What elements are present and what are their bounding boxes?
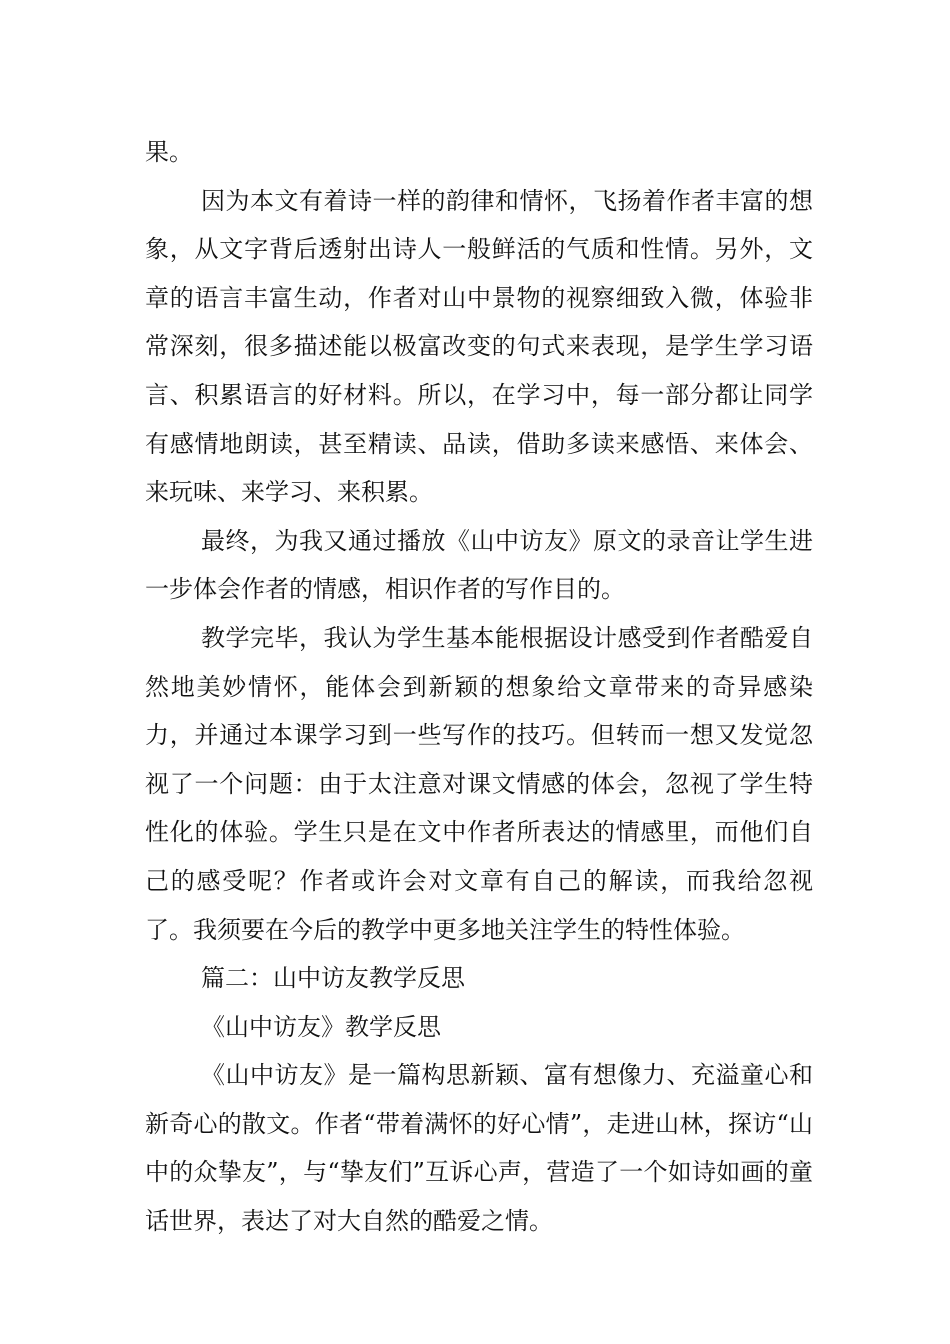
paragraph-introduction: 《山中访友》是一篇构思新颖、富有想像力、充溢童心和新奇心的散文。作者“带着满怀的好心情”，走进山林，探访“山中的众挚友”，与“挚友们”互诉心声，营造了一个如诗如画的童话世界，表达了对大自然的酷爱之情。 [145, 1061, 813, 1236]
paragraph-continuation: 果。 [145, 138, 193, 166]
paragraph-recording: 最终，为我又通过播放《山中访友》原文的录音让学生进一步体会作者的情感，相识作者的写作目的。 [145, 526, 813, 604]
section-heading: 篇二：山中访友教学反思 [201, 964, 465, 993]
paragraph-reflection: 教学完毕，我认为学生基本能根据设计感受到作者酷爱自然地美妙情怀，能体会到新颖的想象给文章带来的奇异感染力，并通过本课学习到一些写作的技巧。但转而一想又发觉忽视了一个问题：由于太注意对课文情感的体会，忽视了学生特性化的体验。学生只是在文中作者所表达的情感里，而他们自己的感受呢？作者或许会对文章有自己的解读，而我给忽视了。我须要在今后的教学中更多地关注学生的特性体验。 [145, 623, 813, 944]
paragraph-language-style: 因为本文有着诗一样的韵律和情怀，飞扬着作者丰富的想象，从文字背后透射出诗人一般鲜活的气质和性情。另外，文章的语言丰富生动，作者对山中景物的视察细致入微，体验非常深刻，很多描述能以极富改变的句式来表现，是学生学习语言、积累语言的好材料。所以，在学习中，每一部分都让同学有感情地朗读，甚至精读、品读，借助多读来感悟、来体会、来玩味、来学习、来积累。 [145, 186, 813, 507]
document-body [145, 128, 813, 1246]
sub-heading: 《山中访友》教学反思 [201, 1012, 441, 1041]
